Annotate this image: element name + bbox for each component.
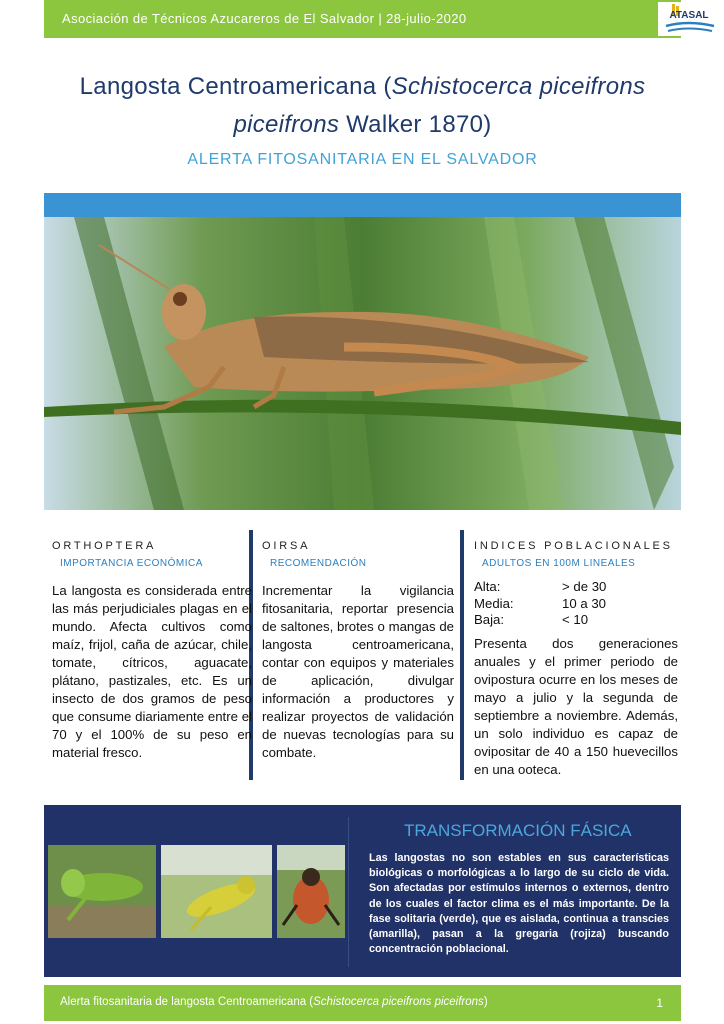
title-suffix: Walker 1870) — [339, 111, 492, 138]
column2-heading: OIRSA — [262, 540, 311, 552]
phase-transformation-panel — [44, 805, 681, 977]
column3-subheading: ADULTOS EN 100M LINEALES — [482, 558, 636, 569]
logo-text: ATASAL — [669, 10, 709, 21]
yellow-locust-photo — [161, 845, 272, 938]
level-label: Media: — [474, 595, 514, 611]
population-level-row — [474, 596, 678, 613]
population-levels — [474, 579, 678, 629]
footer-prefix: Alerta fitosanitaria de langosta Centroamericana ( — [60, 996, 314, 1008]
column-population-indices — [474, 540, 678, 779]
column-divider-2 — [460, 530, 464, 780]
title-scientific-name: Schistocerca piceifrons piceifrons — [233, 73, 646, 138]
column1-subheading: IMPORTANCIA ECONÓMICA — [60, 558, 203, 569]
page-title — [44, 68, 681, 144]
footer-bar — [44, 985, 681, 1021]
green-locust-photo — [48, 845, 156, 938]
footer-caption — [60, 996, 488, 1008]
column2-body: Incrementar la vigilancia fitosanitaria, reportar presencia de saltones, brotes o mangas de langosta centroamericana, contar con equipos y materiales de aplicación, divulgar información a productores y realizar proyectos de validación de nuevas tecnologías para su combate. — [262, 583, 454, 760]
population-level-row — [474, 612, 678, 629]
footer-scientific-name: Schistocerca piceifrons piceifrons — [313, 996, 484, 1008]
transformation-body: Las langostas no son estables en sus características biológicas o morfológicas a lo largo de su ciclo de vida. Son afectadas por estímulos internos o externos, dentro de los cuales el factor clima es el más importante. De la fase solitaria (verde), que es aislada, continua a transcies (amarilla), pasan a la gregaria (rojiza) buscando concentración poblacional. — [369, 852, 669, 956]
header-bar — [44, 0, 709, 38]
footer-suffix: ) — [483, 996, 488, 1008]
level-value: < 10 — [562, 612, 589, 627]
panel-divider — [348, 817, 349, 967]
column-economic-importance — [52, 540, 252, 762]
column3-heading: INDICES POBLACIONALES — [474, 540, 673, 552]
red-locust-photo — [277, 845, 345, 938]
level-label: Baja: — [474, 612, 505, 627]
population-level-row — [474, 579, 678, 596]
atasal-logo — [658, 2, 720, 36]
column3-body: Presenta dos generaciones anuales y el primer periodo de ovipostura ocurre en los meses de mayo a julio y la segunda de septiembre a noviembre. Además, un solo individuo es capaz de ovipositar de 40 a 150 huevecillos en una ooteca. — [474, 635, 678, 777]
column-recommendation — [262, 540, 454, 762]
column1-body: La langosta es considerada entre las más perjudiciales plagas en el mundo. Afecta cultivos como maíz, frijol, caña de azúcar, chile, tomate, cítricos, aguacate, plátano, pastizales, etc. Es un insecto de dos gramos de peso que consume diariamente entre el 70 y el 100% de su peso en material fresco. — [52, 583, 252, 760]
column2-subheading: RECOMENDACIÓN — [270, 558, 367, 569]
photo-top-band — [44, 193, 681, 217]
level-label: Alta: — [474, 579, 501, 594]
grasshopper-photo — [44, 217, 681, 510]
title-prefix: Langosta Centroamericana ( — [79, 73, 392, 100]
level-value: 10 a 30 — [562, 595, 606, 611]
column1-heading: ORTHOPTERA — [52, 540, 157, 552]
transformation-title: TRANSFORMACIÓN FÁSICA — [404, 821, 632, 840]
page-subtitle: ALERTA FITOSANITARIA EN EL SALVADOR — [187, 151, 538, 168]
page-number: 1 — [656, 996, 663, 1010]
level-value: > de 30 — [562, 579, 607, 594]
header-association-text: Asociación de Técnicos Azucareros de El Salvador | 28-julio-2020 — [62, 11, 467, 26]
